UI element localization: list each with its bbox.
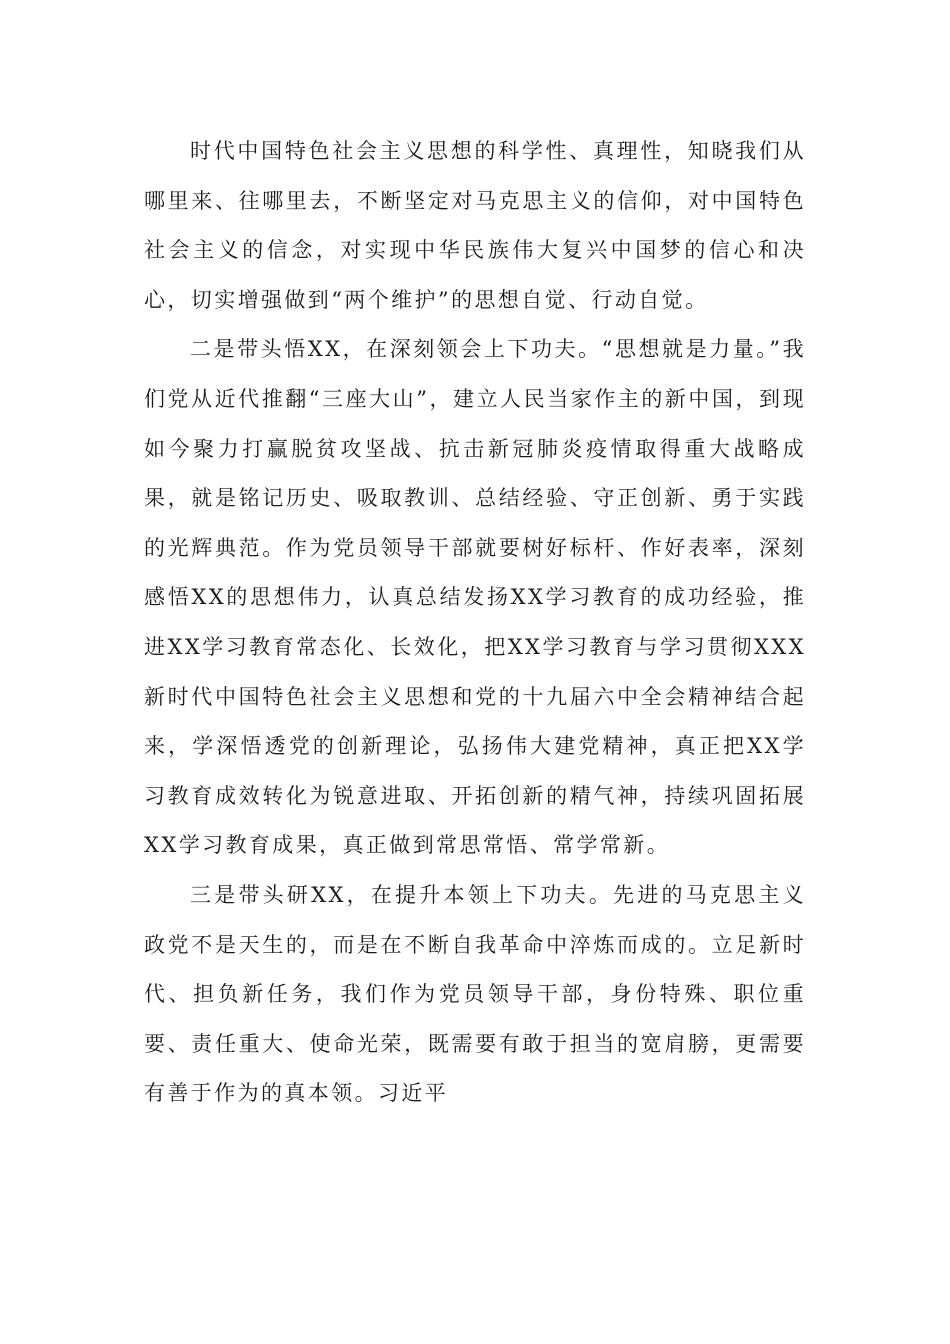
paragraph-point-three: 三是带头研XX，在提升本领上下功夫。先进的马克思主义政党不是天生的，而是在不断自我革命中淬炼而成的。立足新时代、担负新任务，我们作为党员领导干部，身份特殊、职位重要、责任重大、使命光荣，既需要有敢于担当的宽肩膀，更需要有善于作为的真本领。习近平 (144, 882, 806, 1106)
paragraph-continuation: 时代中国特色社会主义思想的科学性、真理性，知晓我们从哪里来、往哪里去，不断坚定对马克思主义的信仰，对中国特色社会主义的信念，对实现中华民族伟大复兴中国梦的信心和决心，切实增强做到“两个维护”的思想自觉、行动自觉。 (144, 139, 806, 312)
document-body (144, 127, 806, 1119)
paragraph-point-two: 二是带头悟XX，在深刻领会上下功夫。“思想就是力量。”我们党从近代推翻“三座大山”，建立人民当家作主的新中国，到现如今聚力打赢脱贫攻坚战、抗击新冠肺炎疫情取得重大战略成果，就是铭记历史、吸取教训、总结经验、守正创新、勇于实践的光辉典范。作为党员领导干部就要树好标杆、作好表率，深刻感悟XX的思想伟力，认真总结发扬XX学习教育的成功经验，推进XX学习教育常态化、长效化，把XX学习教育与学习贯彻XXX新时代中国特色社会主义思想和党的十九届六中全会精神结合起来，学深悟透党的创新理论，弘扬伟大建党精神，真正把XX学习教育成效转化为锐意进取、开拓创新的精气神，持续巩固拓展XX学习教育成果，真正做到常思常悟、常学常新。 (144, 337, 806, 858)
